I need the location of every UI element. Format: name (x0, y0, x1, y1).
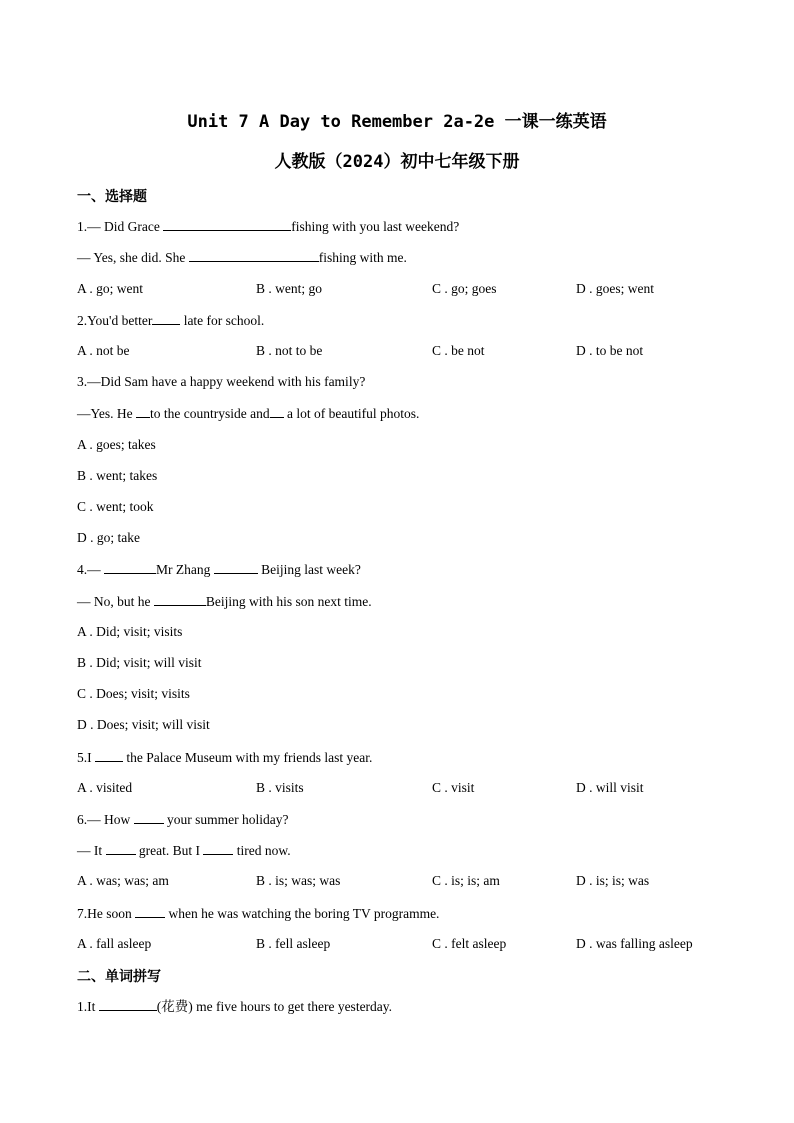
question-text: great. But I (135, 843, 204, 858)
q7-option-a: A . fall asleep (77, 936, 152, 951)
q1-option-a: A . go; went (77, 281, 143, 296)
question-6-line1 (77, 811, 288, 828)
question-text: — It (77, 843, 106, 858)
q4-option-b: B . Did; visit; will visit (77, 655, 202, 670)
q7-option-d: D . was falling asleep (576, 936, 693, 951)
answer-blank (99, 998, 157, 1011)
spelling-question-1-line (77, 998, 392, 1015)
document-title-line1: Unit 7 A Day to Remember 2a-2e 一课一练英语 (187, 112, 607, 132)
q5-option-b: B . visits (256, 780, 304, 795)
question-text: 2.You'd better (77, 313, 153, 328)
q6-option-c: C . is; is; am (432, 873, 500, 888)
question-4-line2 (77, 593, 372, 610)
answer-blank (203, 842, 233, 855)
answer-blank (189, 249, 319, 262)
question-text: 5.I (77, 750, 95, 765)
q6-option-d: D . is; is; was (576, 873, 650, 888)
q4-option-a: A . Did; visit; visits (77, 624, 183, 639)
q3-option-a: A . goes; takes (77, 437, 156, 452)
question-text: late for school. (180, 313, 265, 328)
question-text: Mr Zhang (156, 562, 214, 577)
q6-option-b: B . is; was; was (256, 873, 341, 888)
question-text: fishing with me. (318, 250, 407, 265)
question-text: 4.— (77, 562, 104, 577)
question-text: — Yes, she did. She (77, 250, 189, 265)
answer-blank (135, 905, 165, 918)
q7-option-c: C . felt asleep (432, 936, 507, 951)
answer-blank (214, 561, 258, 574)
q3-option-d: D . go; take (77, 530, 140, 545)
q2-option-b: B . not to be (256, 343, 323, 358)
question-text: 1.It (77, 999, 99, 1014)
question-text: 1.— Did Grace (77, 219, 164, 234)
question-text: 7.He soon (77, 906, 136, 921)
question-text: Beijing with his son next time. (205, 594, 372, 609)
q1-option-d: D . goes; went (576, 281, 654, 296)
answer-blank (154, 593, 206, 606)
q2-option-d: D . to be not (576, 343, 644, 358)
q5-option-a: A . visited (77, 780, 133, 795)
q4-option-c: C . Does; visit; visits (77, 686, 190, 701)
question-6-line2 (77, 842, 291, 859)
question-text: Beijing last week? (257, 562, 361, 577)
answer-blank (163, 218, 291, 231)
question-text: your summer holiday? (163, 812, 289, 827)
q2-option-a: A . not be (77, 343, 130, 358)
question-text: to the countryside and (150, 406, 270, 421)
answer-blank (106, 842, 136, 855)
question-5-line (77, 749, 372, 766)
q6-option-a: A . was; was; am (77, 873, 169, 888)
q3-option-b: B . went; takes (77, 468, 158, 483)
question-text: fishing with you last weekend? (291, 219, 460, 234)
question-3-line2 (77, 405, 419, 422)
question-1-line1 (77, 218, 459, 235)
question-4-line1 (77, 561, 361, 578)
question-text: the Palace Museum with my friends last year. (123, 750, 373, 765)
answer-blank (270, 405, 284, 418)
question-text: tired now. (233, 843, 291, 858)
question-text: a lot of beautiful photos. (283, 406, 420, 421)
question-text: (花费) me five hours to get there yesterday. (156, 999, 393, 1014)
answer-blank (95, 749, 123, 762)
q5-option-c: C . visit (432, 780, 475, 795)
section-heading-multiple-choice: 一、选择题 (77, 189, 147, 205)
q5-option-d: D . will visit (576, 780, 644, 795)
answer-blank (136, 405, 150, 418)
section-heading-spelling: 二、单词拼写 (77, 969, 161, 985)
q1-option-c: C . go; goes (432, 281, 497, 296)
q7-option-b: B . fell asleep (256, 936, 331, 951)
question-3-line1: 3.—Did Sam have a happy weekend with his family? (77, 374, 366, 389)
question-7-line (77, 905, 439, 922)
question-1-line2 (77, 249, 407, 266)
q1-option-b: B . went; go (256, 281, 322, 296)
question-text: —Yes. He (77, 406, 137, 421)
question-text: 6.— How (77, 812, 134, 827)
document-title-line2: 人教版（2024）初中七年级下册 (274, 152, 520, 172)
question-text: when he was watching the boring TV programme. (165, 906, 440, 921)
answer-blank (134, 811, 164, 824)
q2-option-c: C . be not (432, 343, 485, 358)
q4-option-d: D . Does; visit; will visit (77, 717, 210, 732)
question-2-line (77, 312, 264, 329)
answer-blank (104, 561, 156, 574)
answer-blank (152, 312, 180, 325)
q3-option-c: C . went; took (77, 499, 154, 514)
question-text: — No, but he (77, 594, 154, 609)
